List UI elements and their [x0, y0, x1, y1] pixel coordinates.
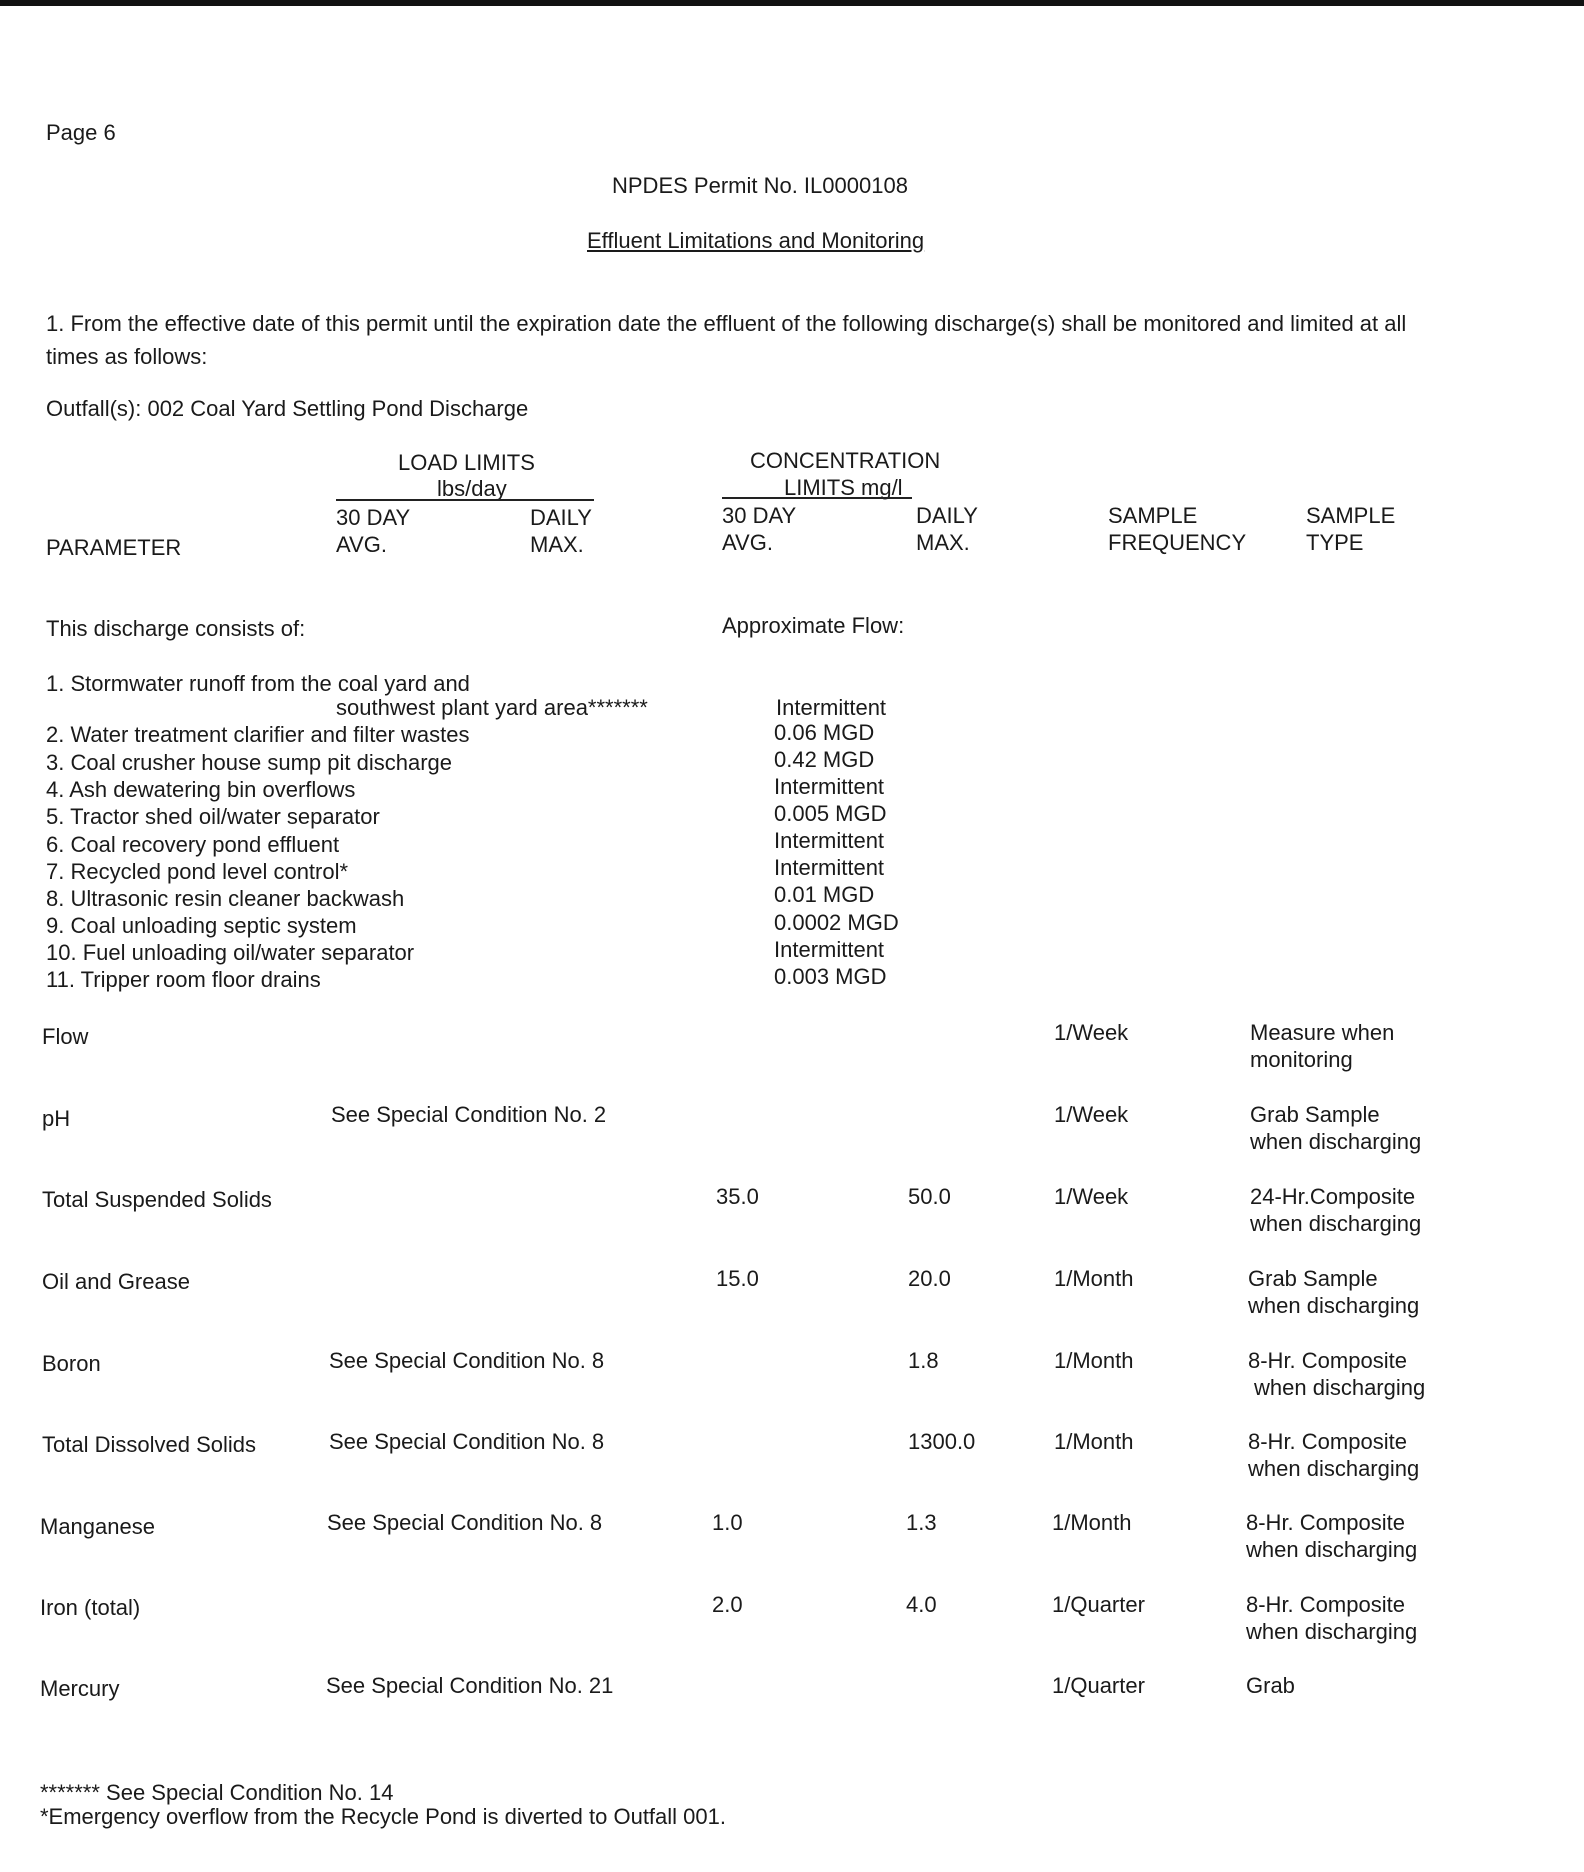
conc-daily-header: DAILY [916, 503, 978, 528]
discharge-item-1-line-1: 1. Stormwater runoff from the coal yard and [46, 671, 470, 696]
load-30day-avg-header: AVG. [336, 532, 387, 557]
discharge-item: 3. Coal crusher house sump pit discharge [46, 750, 452, 775]
parameter-sample-type: 8-Hr. Composite [1248, 1348, 1407, 1373]
parameter-load-limit: See Special Condition No. 8 [329, 1429, 605, 1454]
parameter-frequency: 1/Month [1054, 1266, 1134, 1291]
parameter-sample-type: Grab [1246, 1673, 1295, 1698]
parameter-sample-type: 24-Hr.Composite [1250, 1184, 1416, 1209]
discharge-item-flow: Intermittent [774, 855, 885, 880]
discharge-item: 10. Fuel unloading oil/water separator [46, 940, 415, 965]
outfall-label: Outfall(s): 002 Coal Yard Settling Pond Discharge [46, 396, 529, 421]
discharge-item-flow: 0.06 MGD [774, 720, 875, 745]
parameter-sample-type-2: when discharging [1246, 1537, 1418, 1562]
parameter-name: Flow [42, 1024, 89, 1049]
concentration-units: LIMITS mg/l [784, 475, 903, 500]
concentration-heading: CONCENTRATION [750, 448, 941, 473]
load-daily-max-header: MAX. [530, 532, 584, 557]
discharge-item: 7. Recycled pond level control* [46, 859, 349, 884]
parameter-load-limit: See Special Condition No. 21 [326, 1673, 614, 1698]
parameter-load-limit: See Special Condition No. 8 [327, 1510, 603, 1535]
parameter-name: Total Dissolved Solids [42, 1432, 256, 1457]
parameter-conc-max: 4.0 [906, 1592, 937, 1617]
parameter-frequency: 1/Quarter [1052, 1673, 1145, 1698]
discharge-item-flow: 0.005 MGD [774, 801, 887, 826]
parameter-name: Manganese [40, 1514, 155, 1539]
parameter-frequency: 1/Month [1054, 1429, 1134, 1454]
page-number: Page 6 [46, 120, 116, 145]
discharge-item: 2. Water treatment clarifier and filter wastes [46, 722, 470, 747]
parameter-sample-type-2: when discharging [1254, 1375, 1426, 1400]
parameter-frequency: 1/Week [1054, 1020, 1129, 1045]
section-title: Effluent Limitations and Monitoring [587, 228, 925, 253]
approximate-flow-label: Approximate Flow: [722, 613, 905, 638]
discharge-item: 8. Ultrasonic resin cleaner backwash [46, 886, 405, 911]
parameter-load-limit: See Special Condition No. 8 [329, 1348, 605, 1373]
discharge-item-1-flow: Intermittent [776, 695, 887, 720]
parameter-sample-type: Grab Sample [1250, 1102, 1380, 1127]
parameter-conc-avg: 15.0 [716, 1266, 759, 1291]
parameter-sample-type-2: when discharging [1248, 1293, 1420, 1318]
discharge-item-flow: 0.42 MGD [774, 747, 875, 772]
parameter-conc-max: 1300.0 [908, 1429, 976, 1454]
parameter-sample-type: 8-Hr. Composite [1246, 1592, 1405, 1617]
parameter-conc-max: 1.8 [908, 1348, 939, 1373]
load-limits-units: lbs/day [437, 476, 507, 501]
sample-frequency-header-2: FREQUENCY [1108, 530, 1247, 555]
parameter-frequency: 1/Month [1052, 1510, 1132, 1535]
parameter-name: Boron [42, 1351, 101, 1376]
sample-type-header-2: TYPE [1306, 530, 1364, 555]
parameter-sample-type: Measure when [1250, 1020, 1395, 1045]
parameter-header: PARAMETER [46, 535, 182, 560]
parameter-load-limit: See Special Condition No. 2 [331, 1102, 607, 1127]
parameter-sample-type-2: when discharging [1248, 1456, 1420, 1481]
discharge-item: 5. Tractor shed oil/water separator [46, 804, 380, 829]
load-limits-heading: LOAD LIMITS [398, 450, 535, 475]
parameter-name: Oil and Grease [42, 1269, 190, 1294]
parameter-sample-type: 8-Hr. Composite [1246, 1510, 1405, 1535]
discharge-item: 4. Ash dewatering bin overflows [46, 777, 356, 802]
discharge-item-flow: 0.0002 MGD [774, 910, 899, 935]
parameter-frequency: 1/Month [1054, 1348, 1134, 1373]
conc-30day-avg-header: AVG. [722, 530, 773, 555]
load-limits-rule [336, 499, 594, 501]
parameter-name: Iron (total) [40, 1595, 141, 1620]
discharge-item: 6. Coal recovery pond effluent [46, 832, 340, 857]
parameter-name: Mercury [40, 1676, 120, 1701]
discharge-item-flow: Intermittent [774, 774, 885, 799]
load-daily-header: DAILY [530, 505, 592, 530]
parameter-sample-type-2: when discharging [1246, 1619, 1418, 1644]
conc-daily-max-header: MAX. [916, 530, 970, 555]
parameter-conc-avg: 35.0 [716, 1184, 759, 1209]
parameter-name: Total Suspended Solids [42, 1187, 272, 1212]
intro-line-1: 1. From the effective date of this permit until the expiration date the effluent of the following discharge(s) shall be monitored and limited at all [46, 311, 1407, 336]
parameter-sample-type-2: monitoring [1250, 1047, 1353, 1072]
parameter-sample-type-2: when discharging [1250, 1211, 1422, 1236]
permit-number: NPDES Permit No. IL0000108 [612, 173, 908, 198]
load-30day-header: 30 DAY [336, 505, 411, 530]
conc-30day-header: 30 DAY [722, 503, 797, 528]
sample-type-header-1: SAMPLE [1306, 503, 1396, 528]
parameter-conc-avg: 2.0 [712, 1592, 743, 1617]
parameter-conc-max: 20.0 [908, 1266, 951, 1291]
parameter-conc-avg: 1.0 [712, 1510, 743, 1535]
discharge-item-1-line-2: southwest plant yard area******* [336, 695, 648, 720]
discharge-item-flow: 0.003 MGD [774, 964, 887, 989]
sample-frequency-header-1: SAMPLE [1108, 503, 1198, 528]
discharge-item-flow: Intermittent [774, 828, 885, 853]
parameter-frequency: 1/Week [1054, 1102, 1129, 1127]
discharge-item-flow: 0.01 MGD [774, 882, 875, 907]
concentration-rule [722, 497, 912, 499]
discharge-item: 9. Coal unloading septic system [46, 913, 357, 938]
discharge-consists-label: This discharge consists of: [46, 616, 306, 641]
intro-line-2: times as follows: [46, 344, 208, 369]
discharge-item: 11. Tripper room floor drains [46, 967, 321, 992]
parameter-sample-type: Grab Sample [1248, 1266, 1378, 1291]
footnote-special-condition: ******* See Special Condition No. 14 [40, 1780, 394, 1805]
parameter-conc-max: 50.0 [908, 1184, 951, 1209]
parameter-frequency: 1/Quarter [1052, 1592, 1145, 1617]
parameter-frequency: 1/Week [1054, 1184, 1129, 1209]
discharge-item-flow: Intermittent [774, 937, 885, 962]
parameter-name: pH [42, 1106, 71, 1131]
top-scan-border [0, 0, 1584, 6]
parameter-conc-max: 1.3 [906, 1510, 937, 1535]
footnote-emergency-overflow: *Emergency overflow from the Recycle Pond is diverted to Outfall 001. [40, 1804, 726, 1829]
parameter-sample-type: 8-Hr. Composite [1248, 1429, 1407, 1454]
parameter-sample-type-2: when discharging [1250, 1129, 1422, 1154]
